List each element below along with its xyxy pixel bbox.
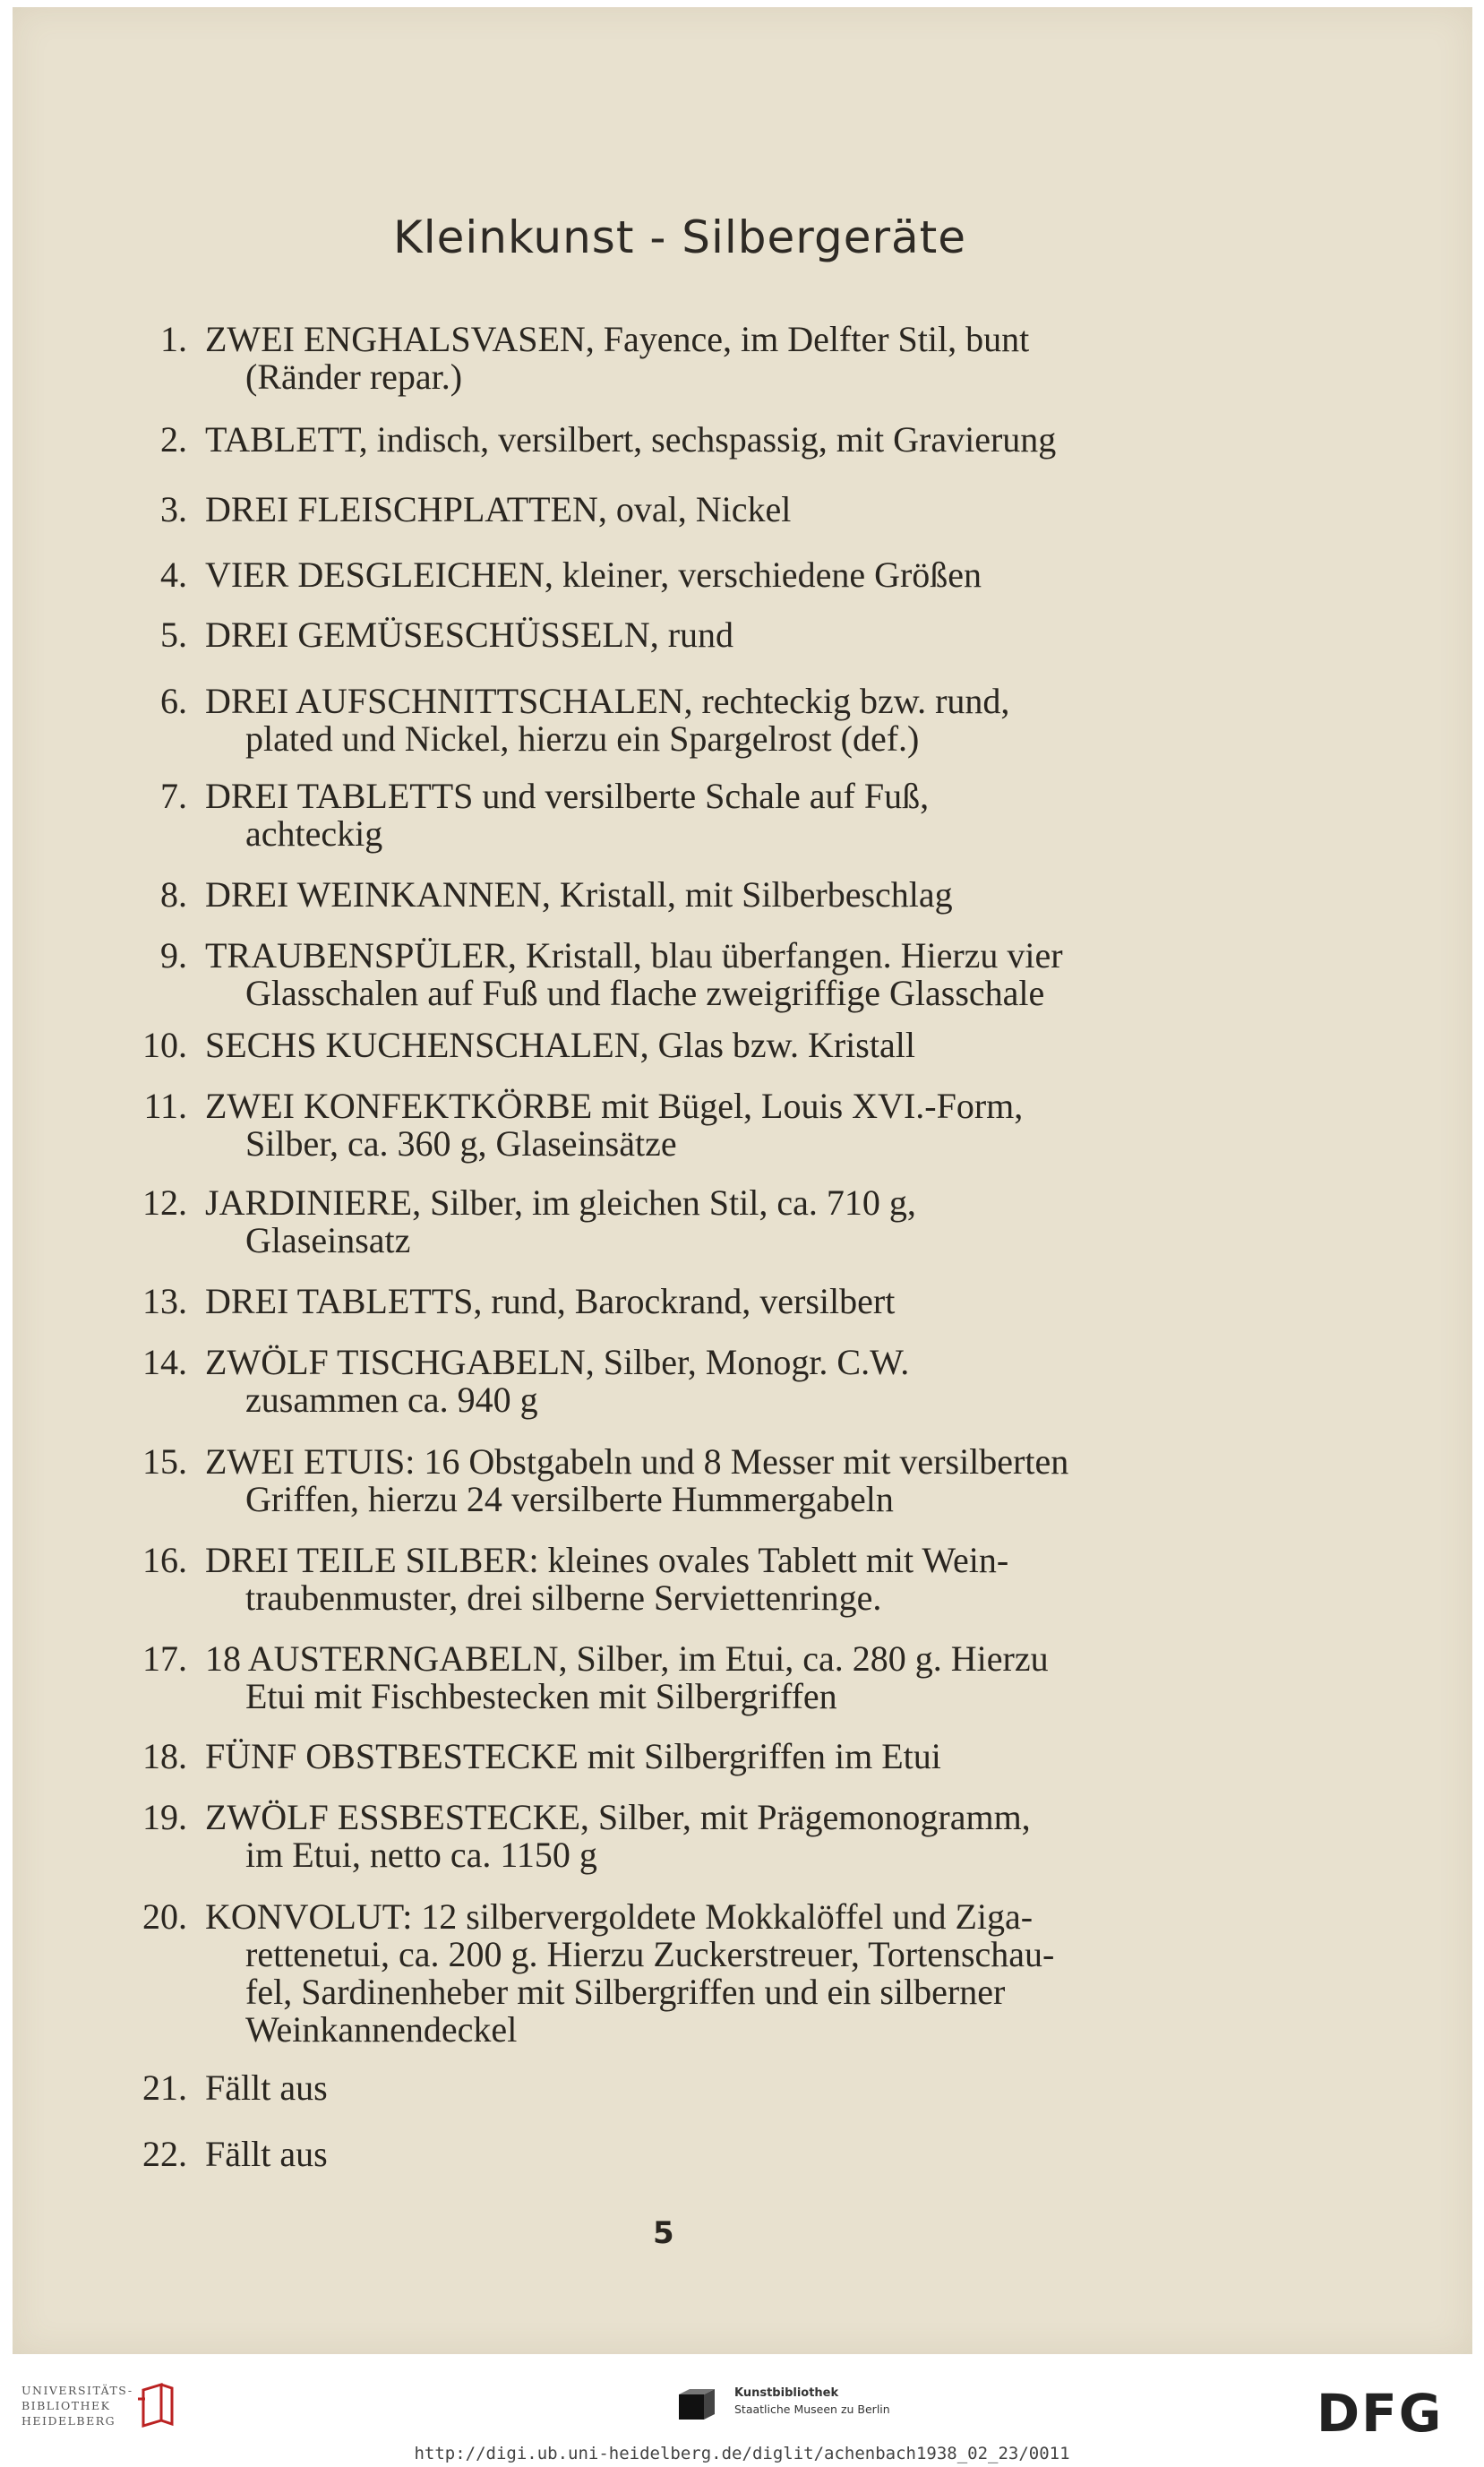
list-item: [124, 1087, 1231, 1163]
item-number: 2.: [160, 419, 187, 460]
item-title-line: KONVOLUT: 12 silbervergoldete Mokkalöffel und Ziga-: [205, 1896, 1034, 1937]
list-item: [124, 876, 1231, 914]
footer: [0, 2356, 1484, 2467]
item-title-line: DREI TABLETTS, rund, Barockrand, versilbert: [205, 1281, 896, 1321]
item-title-line: DREI AUFSCHNITTSCHALEN, rechteckig bzw. rund,: [205, 681, 1010, 721]
list-item: [124, 1443, 1231, 1518]
item-title-line: Fällt aus: [205, 2067, 328, 2108]
item-number: 13.: [142, 1281, 187, 1321]
list-item: [124, 1027, 1231, 1064]
kunstbibliothek-icon: [679, 2387, 715, 2423]
item-number: 5.: [160, 615, 187, 655]
list-item: [124, 1344, 1231, 1419]
item-title-line: VIER DESGLEICHEN, kleiner, verschiedene Größen: [205, 554, 982, 595]
list-item: [124, 778, 1231, 853]
uni-logo-line: HEIDELBERG: [21, 2414, 116, 2428]
page-title: Kleinkunst - Silbergeräte: [392, 211, 967, 263]
item-continuation-line: fel, Sardinenheber mit Silbergriffen und ein silberner: [245, 1972, 1006, 2012]
item-number: 19.: [142, 1797, 187, 1837]
item-title-line: JARDINIERE, Silber, im gleichen Stil, ca. 710 g,: [205, 1182, 916, 1223]
item-number: 9.: [160, 935, 187, 976]
item-number: 18.: [142, 1736, 187, 1776]
list-item: [124, 1283, 1231, 1320]
item-number: 21.: [142, 2067, 187, 2108]
item-title-line: DREI WEINKANNEN, Kristall, mit Silberbeschlag: [205, 874, 953, 915]
item-number: 1.: [160, 319, 187, 359]
item-title-line: DREI TEILE SILBER: kleines ovales Tablett mit Wein-: [205, 1540, 1009, 1580]
item-continuation-line: achteckig: [245, 813, 383, 854]
list-item: [124, 421, 1231, 459]
item-number: 10.: [142, 1025, 187, 1065]
item-title-line: ZWÖLF TISCHGABELN, Silber, Monogr. C.W.: [205, 1342, 910, 1382]
item-number: 8.: [160, 874, 187, 915]
item-number: 11.: [143, 1086, 187, 1126]
list-item: [124, 1738, 1231, 1775]
item-number: 17.: [142, 1638, 187, 1679]
item-continuation-line: Silber, ca. 360 g, Glaseinsätze: [245, 1123, 677, 1164]
document-page: [13, 7, 1472, 2354]
list-item: [124, 1799, 1231, 1874]
list-item: [124, 937, 1231, 1012]
uni-logo-line: BIBLIOTHEK: [21, 2399, 111, 2412]
item-number: 14.: [142, 1342, 187, 1382]
kunstbibliothek-label[interactable]: [734, 2385, 890, 2418]
item-continuation-line: plated und Nickel, hierzu ein Spargelrost (def.): [245, 718, 920, 759]
item-title-line: ZWEI KONFEKTKÖRBE mit Bügel, Louis XVI.-Form,: [205, 1086, 1024, 1126]
list-item: [124, 556, 1231, 594]
item-number: 15.: [142, 1441, 187, 1482]
list-item: [124, 321, 1231, 396]
item-number: 3.: [160, 489, 187, 529]
item-title-line: SECHS KUCHENSCHALEN, Glas bzw. Kristall: [205, 1025, 915, 1065]
item-continuation-line: Weinkannendeckel: [245, 2009, 518, 2050]
item-title-line: TRAUBENSPÜLER, Kristall, blau überfangen. Hierzu vier: [205, 935, 1063, 976]
list-item: [124, 616, 1231, 654]
list-item: [124, 1184, 1231, 1259]
item-title-line: ZWÖLF ESSBESTECKE, Silber, mit Prägemonogramm,: [205, 1797, 1031, 1837]
item-title-line: DREI FLEISCHPLATTEN, oval, Nickel: [205, 489, 792, 529]
list-item: [124, 1640, 1231, 1715]
item-title-line: ZWEI ENGHALSVASEN, Fayence, im Delfter Stil, bunt: [205, 319, 1030, 359]
item-title-line: 18 AUSTERNGABELN, Silber, im Etui, ca. 280 g. Hierzu: [205, 1638, 1049, 1679]
dfg-logo[interactable]: DFG: [1317, 2383, 1444, 2444]
item-number: 12.: [142, 1182, 187, 1223]
list-item: [124, 683, 1231, 758]
page-number: 5: [653, 2215, 674, 2251]
item-title-line: ZWEI ETUIS: 16 Obstgabeln und 8 Messer mit versilberten: [205, 1441, 1069, 1482]
list-item: [124, 491, 1231, 529]
item-title-line: Fällt aus: [205, 2134, 328, 2174]
kb-title: Kunstbibliothek: [734, 2386, 839, 2400]
item-continuation-line: Etui mit Fischbestecken mit Silbergriffen: [245, 1676, 837, 1716]
list-item: [124, 1898, 1231, 2049]
kb-subtitle: Staatliche Museen zu Berlin: [734, 2403, 890, 2416]
item-continuation-line: Glaseinsatz: [245, 1220, 411, 1260]
book-mark-icon: [134, 2381, 177, 2429]
item-continuation-line: rettenetui, ca. 200 g. Hierzu Zuckerstreuer, Tortenschau-: [245, 1934, 1055, 1974]
item-number: 22.: [142, 2134, 187, 2174]
item-number: 7.: [160, 776, 187, 816]
list-item: [124, 1542, 1231, 1617]
item-continuation-line: Glasschalen auf Fuß und flache zweigriffige Glasschale: [245, 973, 1045, 1013]
item-continuation-line: (Ränder repar.): [245, 357, 463, 397]
item-continuation-line: Griffen, hierzu 24 versilberte Hummergabeln: [245, 1479, 894, 1519]
item-title-line: DREI GEMÜSESCHÜSSELN, rund: [205, 615, 734, 655]
list-item: [124, 2069, 1231, 2107]
item-number: 4.: [160, 554, 187, 595]
item-title-line: TABLETT, indisch, versilbert, sechspassig, mit Gravierung: [205, 419, 1057, 460]
item-title-line: DREI TABLETTS und versilberte Schale auf Fuß,: [205, 776, 930, 816]
item-number: 20.: [142, 1896, 187, 1937]
uni-logo-line: UNIVERSITÄTS-: [21, 2384, 133, 2397]
item-continuation-line: zusammen ca. 940 g: [245, 1380, 538, 1420]
item-number: 6.: [160, 681, 187, 721]
item-title-line: FÜNF OBSTBESTECKE mit Silbergriffen im Etui: [205, 1736, 941, 1776]
university-library-logo[interactable]: [21, 2383, 133, 2428]
list-item: [124, 2136, 1231, 2173]
page-url[interactable]: http://digi.ub.uni-heidelberg.de/diglit/achenbach1938_02_23/0011: [414, 2444, 1070, 2463]
item-number: 16.: [142, 1540, 187, 1580]
item-continuation-line: traubenmuster, drei silberne Serviettenringe.: [245, 1577, 882, 1618]
item-continuation-line: im Etui, netto ca. 1150 g: [245, 1835, 597, 1875]
